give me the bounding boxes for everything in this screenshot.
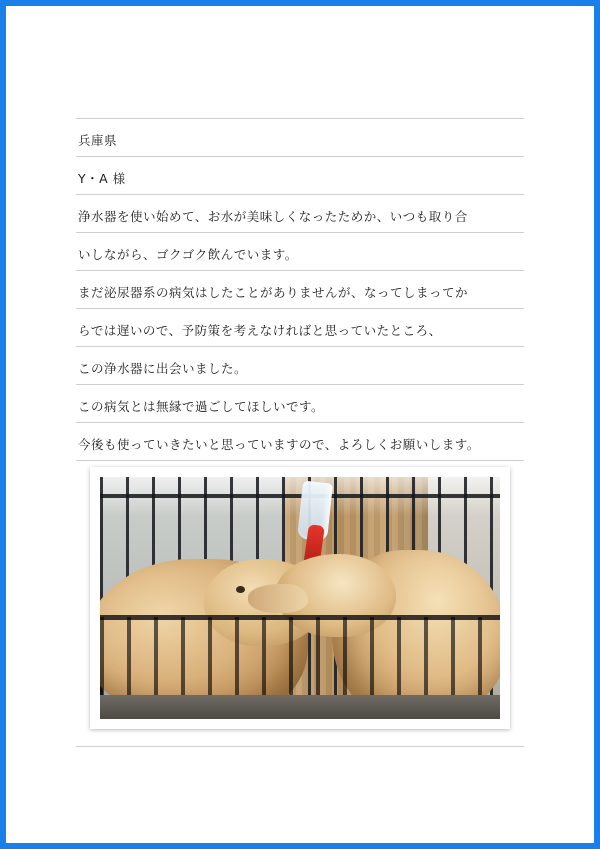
letter-line-text: まだ泌尿器系の病気はしたことがありませんが、なってしまってか [78,285,469,300]
photo-frame [90,467,510,729]
letter-line-text: Y・A 様 [78,171,126,186]
letter-line [76,270,524,308]
cage-top-rail [100,494,500,498]
letter-line [76,232,524,270]
letter-line-text: この病気とは無縁で過ごしてほしいです。 [78,399,325,414]
photo-block [76,460,524,746]
letter-line [76,194,524,232]
letter-line-text: らでは遅いので、予防策を考えなければと思っていたところ、 [78,323,442,338]
letter-line [76,346,524,384]
letter-line [76,384,524,422]
letter-line-text: 今後も使っていきたいと思っていますので、よろしくお願いします。 [78,437,480,452]
letter-line-text: 兵庫県 [78,133,118,148]
letter-line [76,422,524,460]
letter-line-text: この浄水器に出会いました。 [78,361,248,376]
document-page [6,6,594,843]
letter-line-text: いしながら、ゴクゴク飲んでいます。 [78,247,298,262]
photo-scene [100,477,500,719]
letter-bottom-rule [76,746,524,748]
letter-line [76,156,524,194]
dogs-drinking-photo [100,477,500,719]
letter-line [76,308,524,346]
letter-body [76,118,524,748]
dog-right-snout [248,584,308,613]
letter-line [76,118,524,156]
photo-floor [100,695,500,719]
letter-line-text: 浄水器を使い始めて、お水が美味しくなったためか、いつも取り合 [78,209,468,224]
